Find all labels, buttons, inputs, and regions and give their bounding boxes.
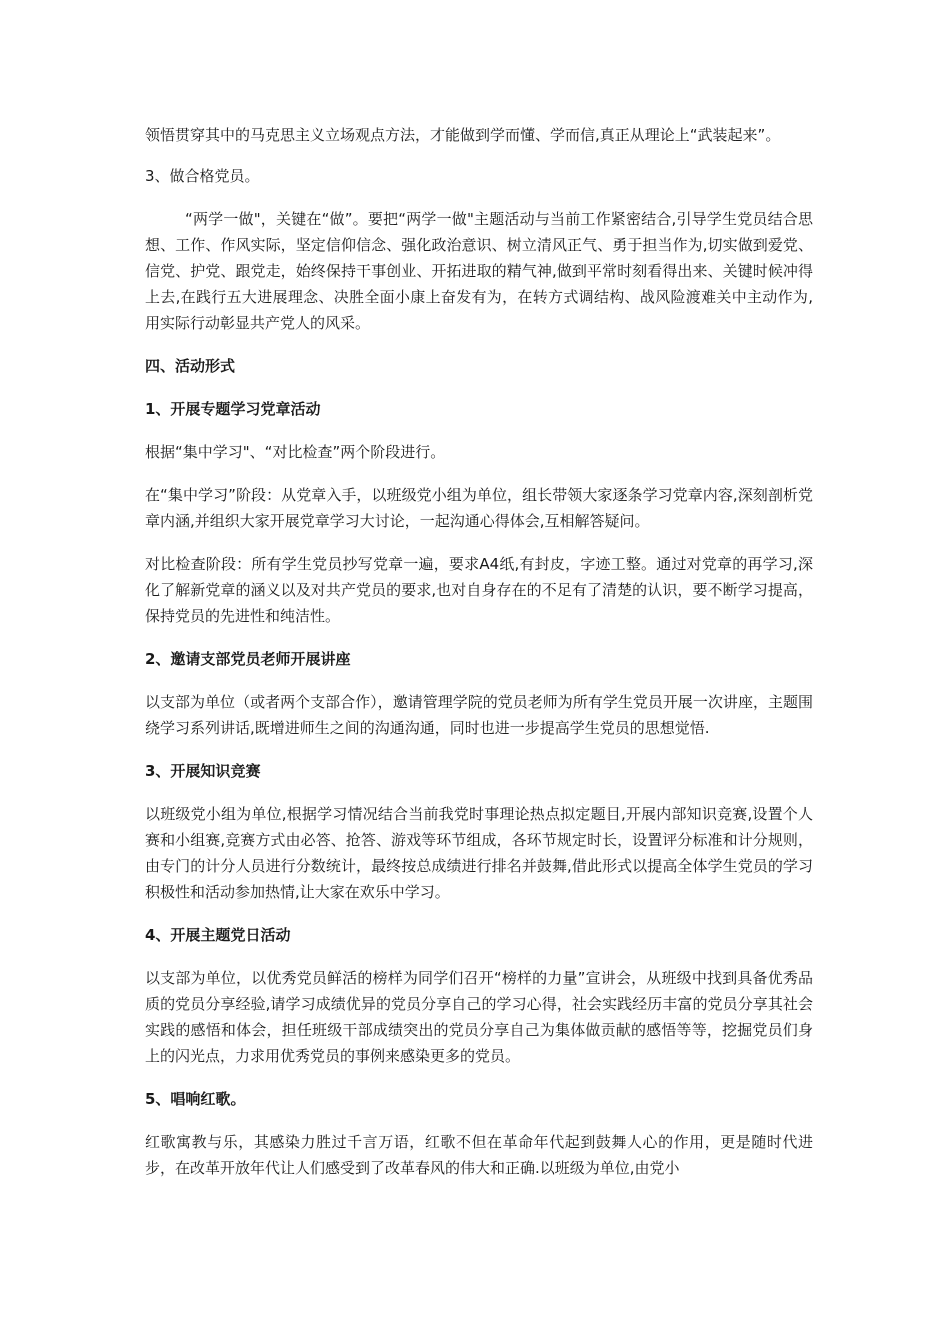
paragraph-party-day: 以支部为单位，以优秀党员鲜活的榜样为同学们召开“榜样的力量”宣讲会，从班级中找到具备优秀品质的党员分享经验,请学习成绩优异的党员分享自己的学习心得，社会实践经历丰富的党员分享其社会实践的感悟和体会，担任班级干部成绩突出的党员分享自己为集体做贡献的感悟等等，挖掘党员们身上的闪光点，力求用优秀党员的事例来感染更多的党员。 [145,969,813,1065]
paragraph-continuation: 领悟贯穿其中的马克思主义立场观点方法，才能做到学而懂、学而信,真正从理论上“武装起来”。 [145,126,781,144]
paragraph-knowledge-contest: 以班级党小组为单位,根据学习情况结合当前我党时事理论热点拟定题目,开展内部知识竞赛,设置个人赛和小组赛,竞赛方式由必答、抢答、游戏等环节组成，各环节规定时长，设置评分标准和计分规则，由专门的计分人员进行分数统计，最终按总成绩进行排名并鼓舞,借此形式以提高全体学生党员的学习积极性和活动参加热情,让大家在欢乐中学习。 [145,805,813,901]
subheading-knowledge-contest: 3、开展知识竞赛 [145,762,261,780]
paragraph-centralized-study: 在“集中学习”阶段：从党章入手，以班级党小组为单位，组长带领大家逐条学习党章内容,深刻剖析党章内涵,并组织大家开展党章学习大讨论，一起沟通心得体会,互相解答疑问。 [145,486,813,530]
paragraph-liangxue-yizuo: “两学一做"，关键在“做”。要把“两学一做"主题活动与当前工作紧密结合,引导学生党员结合思想、工作、作风实际，坚定信仰信念、强化政治意识、树立清风正气、勇于担当作为,切实做到爱党、信党、护党、跟党走，始终保持干事创业、开拓进取的精气神,做到平常时刻看得出来、关键时候冲得上去,在践行五大进展理念、决胜全面小康上奋发有为，在转方式调结构、战风险渡难关中主动作为,用实际行动彰显共产党人的风采。 [145,210,813,332]
subheading-party-constitution-study: 1、开展专题学习党章活动 [145,400,321,418]
section-heading-activity-forms: 四、活动形式 [145,357,236,375]
paragraph-two-stages: 根据“集中学习"、“对比检查”两个阶段进行。 [145,443,446,461]
paragraph-red-songs: 红歌寓教与乐，其感染力胜过千言万语，红歌不但在革命年代起到鼓舞人心的作用，更是随时代进步，在改革开放年代让人们感受到了改革春风的伟大和正确.以班级为单位,由党小 [145,1133,813,1177]
subheading-lecture: 2、邀请支部党员老师开展讲座 [145,650,351,668]
subheading-party-day: 4、开展主题党日活动 [145,926,291,944]
subheading-red-songs: 5、唱响红歌。 [145,1090,246,1108]
paragraph-lecture: 以支部为单位（或者两个支部合作），邀请管理学院的党员老师为所有学生党员开展一次讲座，主题围绕学习系列讲话,既增进师生之间的沟通沟通，同时也进一步提高学生党员的思想觉悟. [145,693,813,737]
paragraph-comparison-check: 对比检查阶段：所有学生党员抄写党章一遍，要求A4纸,有封皮，字迹工整。通过对党章的再学习,深化了解新党章的涵义以及对共产党员的要求,也对自身存在的不足有了清楚的认识，要不断学习提高，保持党员的先进性和纯洁性。 [145,555,813,625]
document-body [145,122,813,1181]
subheading-qualified-member: 3、做合格党员。 [145,167,260,185]
